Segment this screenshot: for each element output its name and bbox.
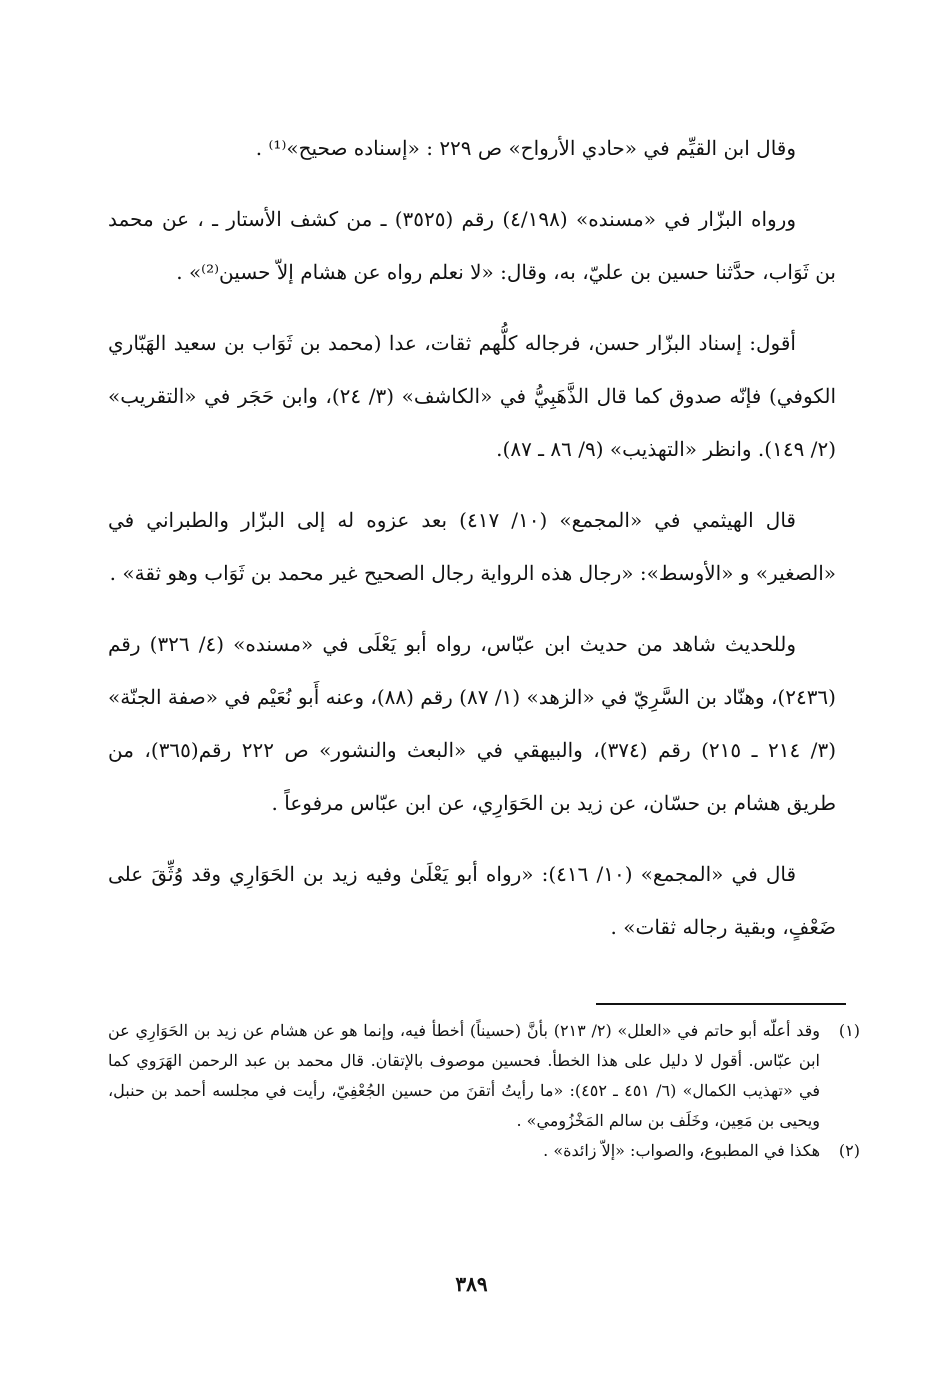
footnote-number: (٢) [838,1141,860,1160]
footnote-2 [108,1136,860,1166]
page-number: ٣٨٩ [455,1272,488,1296]
paragraph-4: قال الهيثمي في «المجمع» (١٠/ ٤١٧) بعد عزوه له إلى البزّار والطبراني في «الصغير» و «الأوسط»: «رجال هذه الرواية رجال الصحيح غير محمد بن ثَوَاب وهو ثقة» . [108,508,836,585]
paragraph-1: وقال ابن القيِّم في «حادي الأرواح» ص ٢٢٩ : «إسناده صحيح»⁽¹⁾ . [255,136,796,160]
footnote-1 [108,1016,860,1136]
footnote-text: هكذا في المطبوع، والصواب: «إلاّ زائدة» . [543,1141,820,1160]
footnote-text: وقد أعلّه أبو حاتم في «العلل» (٢/ ٢١٣) بأنَّ (حسيناً) أخطأ فيه، وإنما هو عن هشام عن زيد بن الحَوَارِي عن ابن عبّاس. أقول لا دليل على هذا الخطأ. فحسين موصوف بالإتقان. قال محمد بن عبد الرحمن الهَرَوي كما في «تهذيب الكمال» (٦/ ٤٥١ ـ ٤٥٢): «ما رأيتُ أتقنَ من حسين الجُعْفِيّ، رأيت في مجلسه أحمد بن حنبل، ويحيى بن مَعِين، وخَلَف بن سالم المَخْزُومي» . [108,1021,821,1130]
paragraph-2: ورواه البزّار في «مسنده» (٤/١٩٨) رقم (٣٥٢٥) ـ من كشف الأستار ـ ، عن محمد بن ثَوَاب، حدَّثنا حسين بن عليّ، به، وقال: «لا نعلم رواه عن هشام إلاّ حسين⁽²⁾» . [108,207,836,284]
footnote-divider [596,1003,846,1005]
main-text [108,122,836,972]
paragraph-5: وللحديث شاهد من حديث ابن عبّاس، رواه أبو يَعْلَى في «مسنده» (٤/ ٣٢٦) رقم (٢٤٣٦)، وهنّاد بن السَّرِيّ في «الزهد» (١/ ٨٧) رقم (٨٨)، وعنه أَبو نُعَيْم في «صفة الجنّة» (٣/ ٢١٤ ـ ٢١٥) رقم (٣٧٤)، والبيهقي في «البعث والنشور» ص ٢٢٢ رقم(٣٦٥)، من طريق هشام بن حسّان، عن زيد بن الحَوَارِي، عن ابن عبّاس مرفوعاً . [108,632,836,815]
footnote-number: (١) [838,1021,860,1040]
footnotes [108,1016,860,1166]
paragraph-6: قال في «المجمع» (١٠/ ٤١٦): «رواه أبو يَعْلَىٰ وفيه زيد بن الحَوَارِي وقد وُثِّقَ على ضَعْفٍ، وبقية رجاله ثقات» . [108,862,836,939]
paragraph-3: أقول: إسناد البزّار حسن، فرجاله كلُّهم ثقات، عدا (محمد بن ثَوَاب بن سعيد الهَبّاري الكوفي) فإنّه صدوق كما قال الذَّهَبِيُّ في «الكاشف» (٣/ ٢٤)، وابن حَجَر في «التقريب» (٢/ ١٤٩). وانظر «التهذيب» (٩/ ٨٦ ـ ٨٧). [108,331,837,461]
